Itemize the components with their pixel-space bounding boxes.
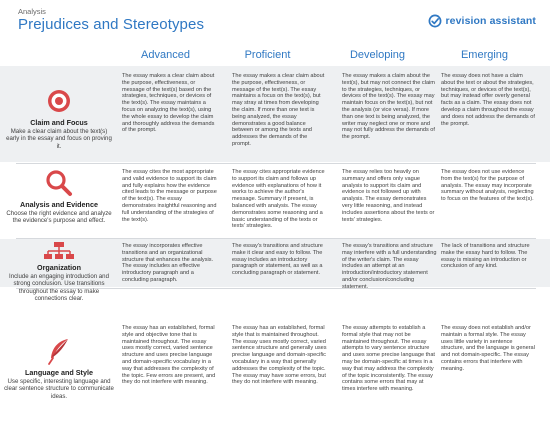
criterion-claim-and-focus — [4, 86, 114, 150]
rubric-cell-analysis-emerging: The essay does not use evidence from the text(s) for the purpose of analysis. The essay may incorporate summary without analysis, neglecting to focus on the features of the text(s). — [441, 169, 534, 203]
criterion-description: Use specific, interesting language and clear sentence structure to communicate ideas. — [4, 378, 114, 400]
column-header-emerging: Emerging — [460, 49, 509, 61]
criterion-analysis-and-evidence — [4, 168, 114, 225]
criterion-name: Language and Style — [25, 368, 93, 377]
column-header-proficient: Proficient — [244, 49, 291, 61]
rubric-cell-language-proficient: The essay has an established, formal style that is maintained throughout. The essay uses mostly correct, varied sentence structure and generally uses precise language and domain-specific vocabulary in a way that generally addresses the complexity of the topic. The essay may have some errors, but they do not interfere with meaning. — [232, 325, 327, 386]
rubric-cell-claim-emerging: The essay does not have a claim about the text or about the strategies, techniques, or devices of the text(s), but may instead offer overly general facts as a claim. The essay does not develop a claim throughout the essay and does not address the demands of the prompt. — [441, 73, 535, 127]
target-icon — [44, 86, 74, 116]
magnifier-icon — [44, 168, 74, 198]
criterion-description: Make a clear claim about the text(s) early in the essay and focus on proving it. — [6, 128, 112, 150]
rubric-cell-claim-proficient: The essay makes a clear claim about the purpose, effectiveness, or message of the text(s). The essay maintains a focus on the text(s), but may stray at times from developing the claim. If more than one text is being analyzed, the essay demonstrates a good balance between or among the texts and addresses the demands of the prompt. — [232, 73, 325, 147]
rubric-cell-claim-developing: The essay makes a claim about the text(s), but may not connect the claim to the strategies, techniques, or devices of the text(s). The essay may maintain focus on the text(s), but not the analysis (or vice versa). If more than one text is being analyzed, the writer may neglect one or more and may not fully address the demands of the prompt. — [342, 73, 435, 141]
logo-text: revision assistant — [445, 15, 536, 27]
rubric-cell-analysis-proficient: The essay cites appropriate evidence to support its claim and follows up evidence with explanations of how it works to achieve the author's message. Summary if present, is balanced with analysis. The essay demonstrates some reasoning and a basic understanding of the texts or texts' strategies. — [232, 169, 325, 230]
quill-icon — [44, 336, 74, 366]
rubric-cell-organization-emerging: The lack of transitions and structure make the essay hard to follow. The essay is missing an introduction or conclusion of any kind. — [441, 243, 530, 270]
criterion-language-and-style — [4, 336, 114, 400]
criterion-description: Include an engaging introduction and strong conclusion. Use transitions throughout the essay to make connections clear. — [9, 273, 109, 303]
rubric-cell-organization-advanced: The essay incorporates effective transitions and an organizational structure that enhances the analysis. The essay includes an effective introductory paragraph and a concluding paragraph. — [122, 243, 214, 283]
row-divider — [16, 238, 536, 239]
rubric-cell-language-advanced: The essay has an established, formal style and objective tone that is maintained throughout. The essay uses mostly correct, varied sentence structure and uses precise language and domain-specific vocabulary in a way that addresses the complexity of the topic. Few errors are present, and they do not interfere with meaning. — [122, 325, 216, 386]
revision-assistant-logo-icon — [428, 14, 442, 28]
criterion-name: Claim and Focus — [30, 118, 88, 127]
header — [16, 6, 536, 46]
rubric-cell-organization-developing: The essay's transitions and structure may interfere with a full understanding of the writer's claim. The essay includes an attempt at an introduction/introductory statement and/or conclusion/concluding statement. — [342, 243, 437, 290]
rubric-cell-language-emerging: The essay does not establish and/or maintain a formal style. The essay uses little variety in sentence structure, and the language is general and not domain-specific. The essay contains errors that interfere with meaning. — [441, 325, 535, 372]
rubric-cell-analysis-developing: The essay relies too heavily on summary and offers only vague analysis to support its claim and evidence is not followed up with analysis. The essay demonstrates very little reasoning, and instead includes assertions about the texts or texts' strategies. — [342, 169, 435, 223]
subject-label: Analysis — [18, 7, 46, 16]
row-divider — [16, 163, 536, 164]
organization-icon — [42, 241, 76, 261]
rubric-cell-claim-advanced: The essay makes a clear claim about the purpose, effectiveness, or message of the text(s) based on the strategies, techniques, or devices of the text(s). The essay maintains a focus on analyzing the text(s), using the whole essay to develop the claim and thoroughly address the demands of the prompt. — [122, 73, 215, 134]
brand-logo — [428, 14, 536, 28]
criterion-name: Analysis and Evidence — [20, 200, 98, 209]
criterion-organization — [4, 241, 114, 303]
criterion-description: Choose the right evidence and analyze the evidence's purpose and effect. — [6, 210, 112, 225]
column-header-advanced: Advanced — [141, 49, 190, 61]
rubric-cell-organization-proficient: The essay's transitions and structure make it clear and easy to follow. The essay includes an introductory paragraph or statement, as well as a concluding paragraph or statement. — [232, 243, 323, 277]
page-title: Prejudices and Stereotypes — [18, 16, 205, 33]
rubric-cell-language-developing: The essay attempts to establish a formal style that may not be maintained throughout. The essay attempts to vary sentence structure and uses some precise language that may be domain-specific at times in a way that may address the complexity of the topic inconsistently. The essay contains some errors that may at times interfere with meaning. — [342, 325, 435, 393]
criterion-name: Organization — [37, 263, 81, 272]
column-header-developing: Developing — [349, 49, 406, 61]
rubric-cell-analysis-advanced: The essay cites the most appropriate and valid evidence to support its claim and fully explains how the evidence cited leads to the message or purpose of the text(s). The essay demonstrates insightful reasoning and full understanding of the strategies of the text(s). — [122, 169, 217, 223]
